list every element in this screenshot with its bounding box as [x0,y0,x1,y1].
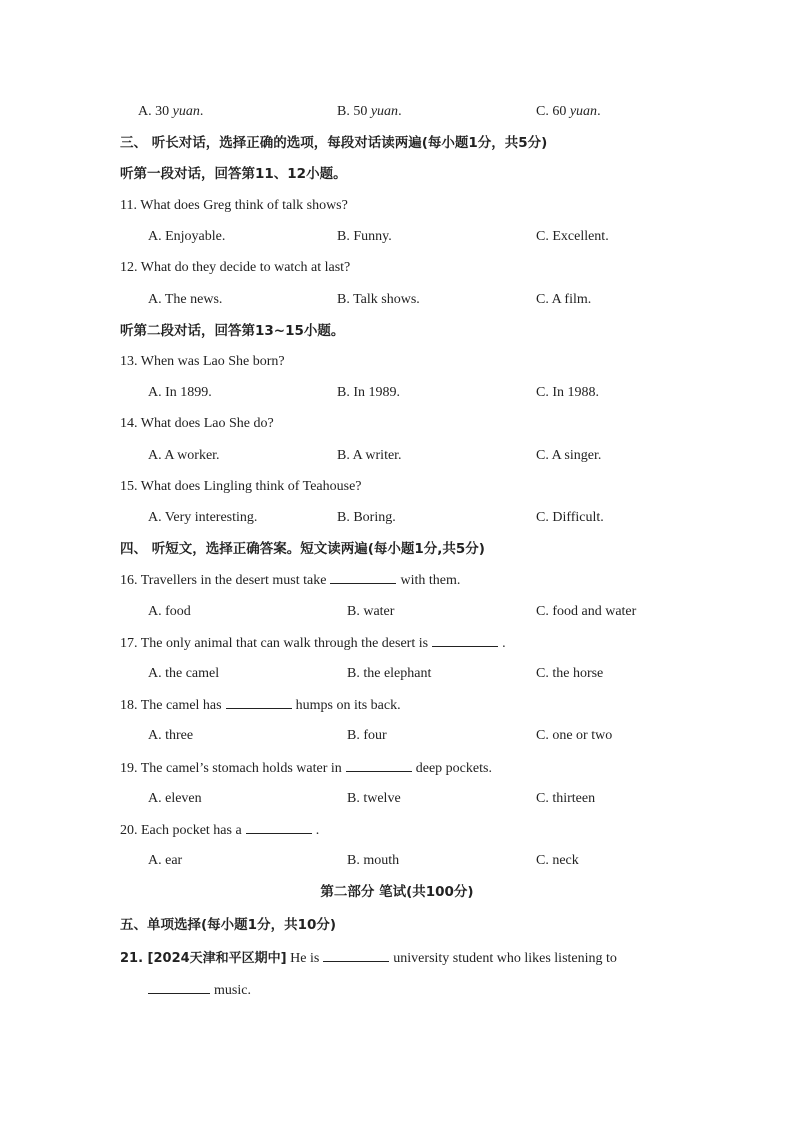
question-15: 15. What does Lingling think of Teahouse? [120,479,362,494]
question-21: 21. [2024天津和平区期中] He is university student who likes listening to [120,947,794,969]
question-16: 16. Travellers in the desert must take with them. [120,569,794,591]
option-c: C. thirteen [536,791,596,806]
option-c: C. neck [536,853,579,868]
option-c: C. A film. [536,292,592,307]
answer-blank [432,632,498,647]
question-source: 21. [2024天津和平区期中] [120,951,287,966]
option-row-16 [0,601,794,623]
option-row-15 [0,507,794,529]
answer-blank [323,947,389,962]
question-14: 14. What does Lao She do? [120,416,274,431]
option-b: B. Boring. [337,510,396,525]
option-c: C. food and water [536,604,637,619]
question-19: 19. The camel’s stomach holds water in deep pockets. [120,757,794,779]
question-12: 12. What do they decide to watch at last? [120,260,351,275]
option-row-19 [0,788,794,810]
question-21-line-2: music. [148,979,648,1001]
section-3-title: 三、 听长对话，选择正确的选项，每段对话读两遍(每小题1分，共5分) [120,135,548,151]
option-row-13 [0,382,794,404]
option-a: A. In 1899. [148,385,212,400]
question-17: 17. The only animal that can walk through the desert is . [120,632,794,654]
option-row-12 [0,289,794,311]
answer-blank [148,979,210,994]
option-b: B. Funny. [337,229,392,244]
option-b: B. twelve [347,791,401,806]
option-b: B. mouth [347,853,400,868]
option-b: B. Talk shows. [337,292,420,307]
dialogue-2-title: 听第二段对话，回答第13~15小题。 [120,323,345,339]
option-c: C. In 1988. [536,385,599,400]
answer-blank [346,757,412,772]
option-row-11 [0,226,794,248]
option-a: A. three [148,728,194,743]
option-c: C. the horse [536,666,604,681]
option-a: A. Very interesting. [148,510,258,525]
option-row-17 [0,663,794,685]
option-a: A. 30 yuan. [138,104,204,119]
option-row-18 [0,725,794,747]
option-a: A. Enjoyable. [148,229,226,244]
option-a: A. the camel [148,666,220,681]
option-b: B. the elephant [347,666,432,681]
option-c: C. 60 yuan. [536,104,601,119]
option-a: A. eleven [148,791,202,806]
option-c: C. Difficult. [536,510,604,525]
section-5-title: 五、单项选择(每小题1分，共10分) [120,917,337,933]
option-b: B. A writer. [337,448,402,463]
option-b: B. four [347,728,387,743]
dialogue-1-title: 听第一段对话，回答第11、12小题。 [120,166,347,182]
option-row-20 [0,850,794,872]
question-13: 13. When was Lao She born? [120,354,285,369]
option-row-prev [0,101,794,123]
question-18: 18. The camel has humps on its back. [120,694,794,716]
option-b: B. water [347,604,395,619]
answer-blank [226,694,292,709]
option-row-14 [0,445,794,467]
option-a: A. ear [148,853,183,868]
part-2-title: 第二部分 笔试(共100分) [320,884,474,900]
question-20: 20. Each pocket has a . [120,819,794,841]
option-a: A. The news. [148,292,223,307]
option-c: C. one or two [536,728,613,743]
answer-blank [330,569,396,584]
option-b: B. In 1989. [337,385,400,400]
option-c: C. Excellent. [536,229,609,244]
option-c: C. A singer. [536,448,602,463]
question-11: 11. What does Greg think of talk shows? [120,198,348,213]
option-b: B. 50 yuan. [337,104,402,119]
section-4-title: 四、 听短文，选择正确答案。短文读两遍(每小题1分,共5分) [120,541,485,557]
answer-blank [246,819,312,834]
option-a: A. food [148,604,191,619]
option-a: A. A worker. [148,448,220,463]
